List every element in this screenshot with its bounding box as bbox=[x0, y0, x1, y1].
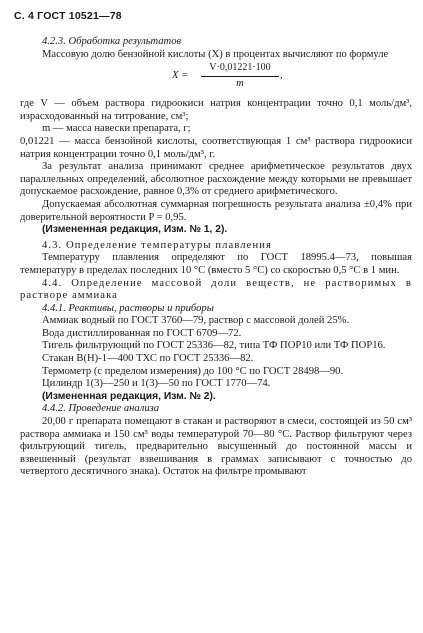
revision-note-1: (Измененная редакция, Изм. № 1, 2). bbox=[42, 224, 228, 236]
where-v-paragraph: где V — объем раствора гидроокиси натрия концентрации точно 0,1 моль/дм³, израсходованный на титрование, см³; bbox=[20, 98, 412, 122]
formula-lhs: X = bbox=[172, 70, 189, 82]
where-k-paragraph: 0,01221 — масса бензойной кислоты, соответствующая 1 см³ раствора гидроокиси натрия концентрации точно 0,1 моль/дм³, г. bbox=[20, 135, 412, 160]
mass-fraction-paragraph: Массовую долю бензойной кислоты (X) в процентах вычисляют по формуле bbox=[42, 48, 389, 60]
thermometer-paragraph: Термометр (с пределом измерения) до 100 °С по ГОСТ 28498—90. bbox=[42, 365, 344, 377]
melting-paragraph: Температуру плавления определяют по ГОСТ 18995.4—73, повышая температуру в пределах последних 10 °С (вместо 5 °С) со скоростью 0,5 °С в 1 мин. bbox=[20, 252, 412, 276]
formula bbox=[20, 62, 412, 96]
formula-numerator: V·0,01221·100 bbox=[201, 62, 279, 77]
section-4-4-title: 4.4. Определение массовой доли веществ, не растворимых в растворе аммиака bbox=[20, 277, 412, 302]
water-paragraph: Вода дистиллированная по ГОСТ 6709—72. bbox=[42, 327, 242, 339]
cylinder-paragraph: Цилиндр 1(3)—250 и 1(3)—50 по ГОСТ 1770—74. bbox=[42, 378, 271, 390]
ammonia-paragraph: Аммиак водный по ГОСТ 3760—79, раствор с массовой долей 25%. bbox=[42, 315, 350, 327]
section-4-2-3-title: 4.2.3. Обработка результатов bbox=[42, 36, 182, 47]
where-m-paragraph: m — масса навески препарата, г; bbox=[42, 123, 191, 135]
error-paragraph: Допускаемая абсолютная суммарная погрешность результата анализа ±0,4% при доверительной вероятности P = 0,95. bbox=[20, 198, 412, 223]
formula-denominator: m bbox=[236, 77, 244, 89]
document-body bbox=[20, 36, 412, 479]
section-4-4-1-title: 4.4.1. Реактивы, растворы и приборы bbox=[42, 302, 214, 314]
section-4-4-2-title: 4.4.2. Проведение анализа bbox=[42, 403, 160, 415]
formula-fraction bbox=[201, 62, 279, 90]
procedure-paragraph: 20,00 г препарата помещают в стакан и растворяют в смеси, состоящей из 50 см³ раствора аммиака и 150 см³ воды температурой 70—80 °С. Раствор фильтруют через фильтрующий тигель, предварительно высушенный до постоянной массы и взвешенный (результат взвешивания в граммах записывают с точностью до четвертого десятичного знака). Остаток на фильтре промывают bbox=[20, 416, 412, 478]
formula-end: , bbox=[280, 70, 283, 82]
beaker-paragraph: Стакан В(Н)-1—400 ТХС по ГОСТ 25336—82. bbox=[42, 353, 254, 365]
result-paragraph: За результат анализа принимают среднее арифметическое результатов двух параллельных определений, абсолютное расхождение между которыми не превышает допускаемое расхождение, равное 0,3% от среднего арифметического. bbox=[20, 161, 412, 198]
section-4-3-title: 4.3. Определение температуры плавления bbox=[42, 239, 272, 251]
crucible-paragraph: Тигель фильтрующий по ГОСТ 25336—82, типа ТФ ПОР10 или ТФ ПОР16. bbox=[42, 340, 386, 352]
revision-note-2: (Измененная редакция, Изм. № 2). bbox=[42, 390, 216, 402]
page-header: С. 4 ГОСТ 10521—78 bbox=[14, 10, 122, 22]
